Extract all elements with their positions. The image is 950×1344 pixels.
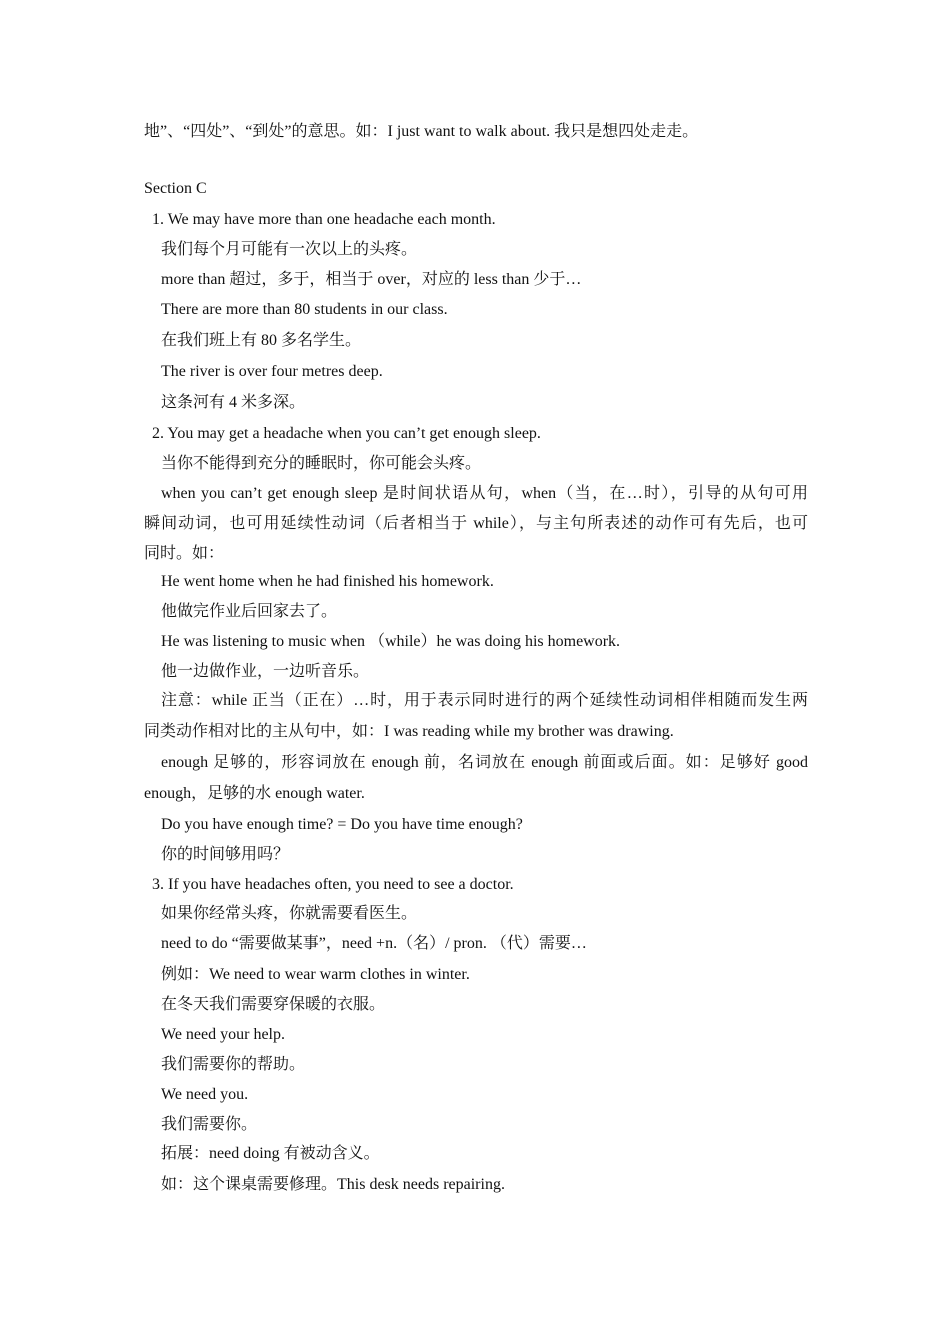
item-1-example-2: The river is over four metres deep.: [161, 363, 383, 380]
item-1-sentence: 1. We may have more than one headache each month.: [152, 211, 496, 228]
item-2-enough-note-line-2: enough，足够的水 enough water.: [144, 785, 365, 802]
item-3-note: need to do “需要做某事”，need +n.（名）/ pron. （代）需要…: [161, 935, 587, 952]
item-2-sentence: 2. You may get a headache when you can’t get enough sleep.: [152, 425, 541, 442]
item-2-note-line-1: when you can’t get enough sleep 是时间状语从句，when（当，在…时），引导的从句可用: [161, 485, 808, 502]
text-line-1: 地”、“四处”、“到处”的意思。如：I just want to walk about. 我只是想四处走走。: [144, 123, 699, 140]
item-1-example-2-translation: 这条河有 4 米多深。: [161, 394, 306, 411]
item-3-extension: 拓展：need doing 有被动含义。: [161, 1145, 380, 1162]
item-3-translation: 如果你经常头疼，你就需要看医生。: [161, 905, 418, 922]
item-2-enough-example: Do you have enough time? = Do you have time enough?: [161, 816, 523, 833]
item-2-note-line-2: 瞬间动词，也可用延续性动词（后者相当于 while），与主句所表述的动作可有先后，也可: [144, 515, 808, 532]
item-1-note: more than 超过，多于，相当于 over，对应的 less than 少于…: [161, 271, 582, 288]
item-2-enough-note-line-1: enough 足够的，形容词放在 enough 前，名词放在 enough 前面或后面。如：足够好 good: [161, 754, 808, 771]
item-3-example-3-translation: 我们需要你。: [161, 1116, 258, 1133]
item-3-extension-example: 如：这个课桌需要修理。This desk needs repairing.: [161, 1176, 505, 1193]
item-2-example-1-translation: 他做完作业后回家去了。: [161, 603, 338, 620]
item-2-attention-line-1: 注意：while 正当（正在）…时，用于表示同时进行的两个延续性动词相伴相随而发生两: [161, 692, 808, 709]
item-3-example-3: We need you.: [161, 1086, 249, 1103]
item-3-example-2-translation: 我们需要你的帮助。: [161, 1056, 306, 1073]
item-3-example-1-translation: 在冬天我们需要穿保暖的衣服。: [161, 996, 386, 1013]
item-1-example-1-translation: 在我们班上有 80 多名学生。: [161, 332, 362, 349]
item-3-sentence: 3. If you have headaches often, you need to see a doctor.: [152, 876, 514, 893]
item-2-translation: 当你不能得到充分的睡眠时，你可能会头疼。: [161, 455, 482, 472]
item-2-example-1: He went home when he had finished his homework.: [161, 573, 494, 590]
item-2-attention-line-2: 同类动作相对比的主从句中，如：I was reading while my brother was drawing.: [144, 723, 674, 740]
item-2-note-line-3: 同时。如：: [144, 545, 225, 562]
item-3-example-1: 例如：We need to wear warm clothes in winter.: [161, 966, 470, 983]
item-2-example-2-translation: 他一边做作业，一边听音乐。: [161, 663, 370, 680]
section-heading: Section C: [144, 180, 207, 197]
item-1-translation: 我们每个月可能有一次以上的头疼。: [161, 241, 418, 258]
item-2-example-2: He was listening to music when （while）he was doing his homework.: [161, 633, 621, 650]
item-3-example-2: We need your help.: [161, 1026, 285, 1043]
item-1-example-1: There are more than 80 students in our class.: [161, 301, 448, 318]
item-2-enough-example-translation: 你的时间够用吗？: [161, 846, 290, 863]
